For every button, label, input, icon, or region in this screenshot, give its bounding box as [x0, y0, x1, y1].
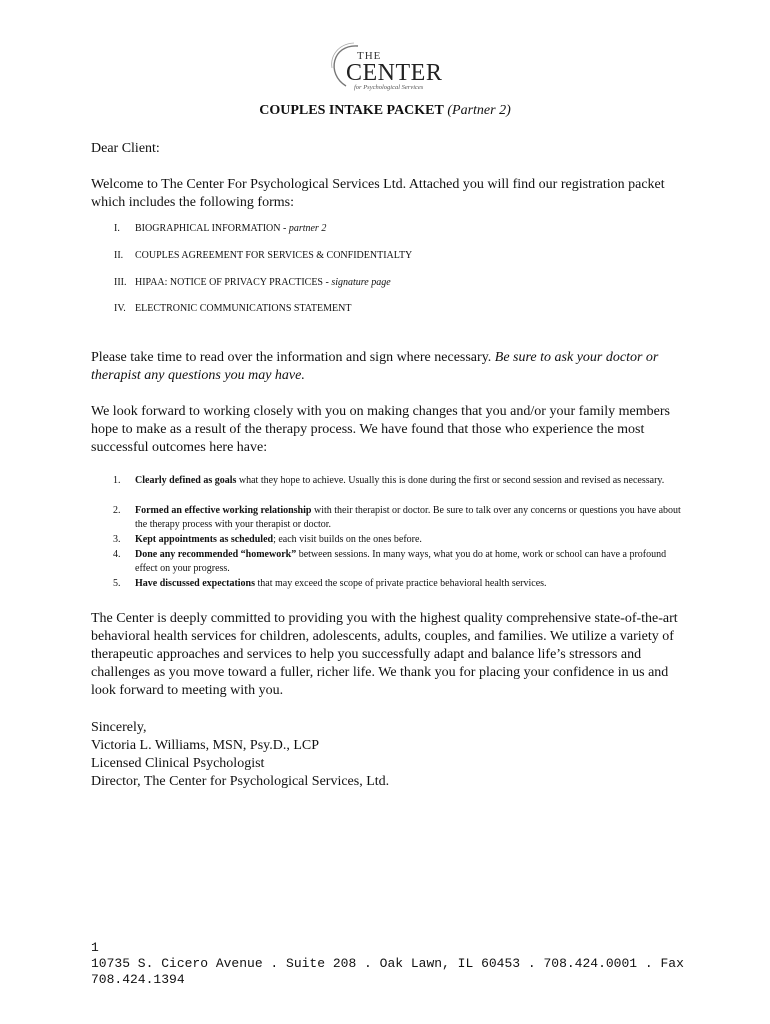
signature-block [91, 719, 691, 791]
title-main: COUPLES INTAKE PACKET [259, 103, 444, 118]
signer-name: Victoria L. Williams, MSN, Psy.D., LCP [91, 738, 320, 753]
title-partner: (Partner 2) [447, 103, 511, 118]
logo-center: CENTER [346, 60, 443, 86]
signer-title: Licensed Clinical Psychologist [91, 756, 265, 771]
committed-paragraph: The Center is deeply committed to providing you with the highest quality comprehensive state-of-the-art behavioral health services for children, adolescents, adults, couples, and families. We utilize a variety of therapeutic approaches and services to help you successfully adapt and balance life’s stressors and challenges as you move toward a fuller, richer life. We thank you for placing your confidence in us and look forward to meeting with you. [91, 611, 678, 698]
read-paragraph: Please take time to read over the information and sign where necessary. Be sure to ask your doctor or therapist any questions you may have. [91, 350, 659, 383]
greeting: Dear Client: [91, 141, 160, 156]
logo-subtitle: for Psychological Services [354, 84, 424, 91]
forward-paragraph: We look forward to working closely with you on making changes that you and/or your family members hope to make as a result of the therapy process. We have found that those who experience the most successful outcomes here have: [91, 404, 670, 455]
center-logo [324, 40, 444, 96]
page-title [0, 103, 770, 119]
welcome-paragraph: Welcome to The Center For Psychological Services Ltd. Attached you will find our registration packet which includes the following forms: [91, 177, 665, 210]
closing: Sincerely, [91, 720, 147, 735]
signer-role: Director, The Center for Psychological Services, Ltd. [91, 774, 390, 789]
document-page: THE CENTER for Psychological Services COUPLES INTAKE PACKET (Partner 2) Dear Client: Welcome to The Center For Psychological Services Ltd. Attached you will find our registration packet which includes the following forms: I. BIOGRAPHICAL INFORMATION - partner 2 II. COUPLES AGREEMENT FOR SERVICES & CONFIDENTIALTY III. HIPAA: NOTICE OF PRIVACY PRACTICES - signature page IV. ELECTRONIC COMMUNICATIONS STATEMENT Please take time to read over the information and sign where necessary. Be sure to ask your doctor or therapist any questions you may have. We look forward to working closely with you on making changes that you and/or your family members hope to make as a result of the therapy process. We have found that those who experience the most successful outcomes here have: 1. Clearly defined as goals what they hope to achieve. Usually this is done during the first or second session and revised as necessary. 2. Formed an effective working relationship with their therapist or doctor. Be sure to talk over any concerns or questions you have about the therapy process with your therapist or doctor. 3. Kept appointments as scheduled; each visit builds on the ones before. 4. Done any recommended “homework” between sessions. In many ways, what you do at home, work or school can have a profound effect on your progress. 5. Have discussed expectations that may exceed the scope of private practice behavioral health services. The Center is deeply committed to providing you with the highest quality comprehensive state-of-the-art behavioral health services for children, adolescents, adults, couples, and families. We utilize a variety of therapeutic approaches and services to help you successfully adapt and balance life’s stressors and challenges as you move toward a fuller, richer life. We thank you for placing your confidence in us and look forward to meeting with you. Sincerely, Victoria L. Williams, MSN, Psy.D., LCP Licensed Clinical Psychologist Director, The Center for Psychological Services, Ltd. 1 10735 S. Cicero Avenue . Suite 208 . Oak Lawn, IL 60453 . 708.424.0001 . Fax 708.424.1394 [0, 0, 770, 1024]
logo-the: THE [357, 50, 382, 62]
footer-address: 10735 S. Cicero Avenue . Suite 208 . Oak Lawn, IL 60453 . 708.424.0001 . Fax 708.424.1394 [91, 956, 684, 987]
page-number: 1 [91, 940, 99, 955]
page-footer [91, 940, 691, 988]
